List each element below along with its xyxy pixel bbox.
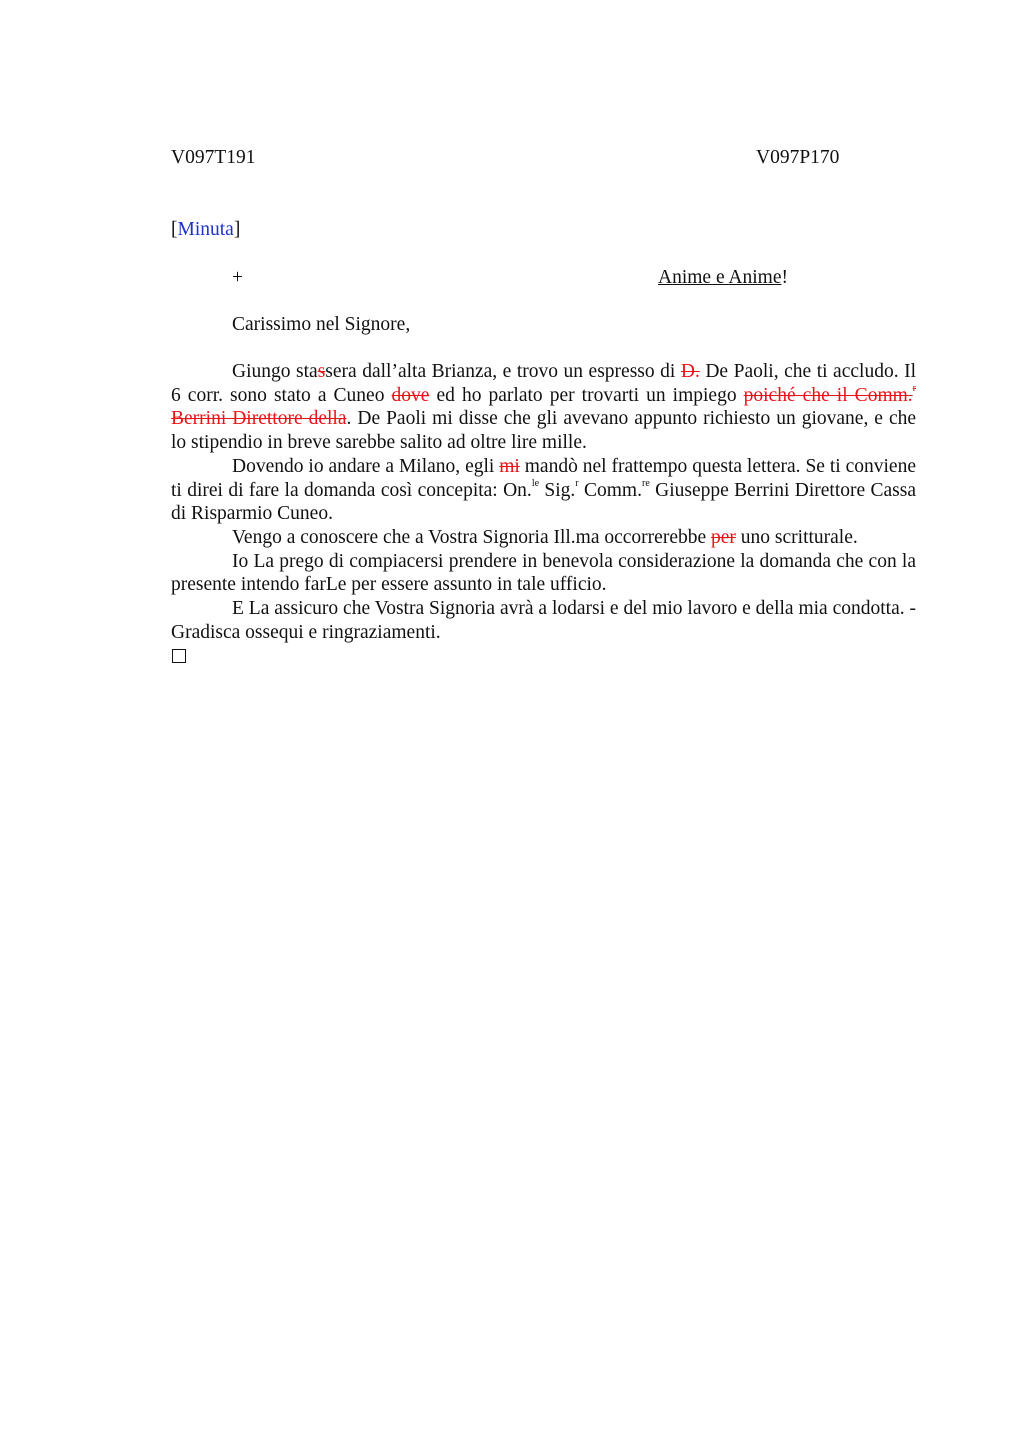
draft-note xyxy=(171,218,240,242)
end-box-icon xyxy=(172,649,186,663)
text-run: Comm. xyxy=(578,479,642,501)
letter-body xyxy=(171,360,916,644)
deleted-text: D. xyxy=(680,361,700,382)
text-run: Sig. xyxy=(539,479,576,501)
deleted-text: poiché che il Comm. xyxy=(743,384,913,406)
text-run: ed ho parlato per trovarti un impiego xyxy=(429,384,744,406)
deleted-superscript: r xyxy=(912,383,916,395)
motto-conjunction: e xyxy=(711,267,729,288)
superscript: r xyxy=(575,478,579,490)
paragraph-1 xyxy=(171,360,916,455)
reference-code-right: V097P170 xyxy=(756,147,840,168)
salutation: Carissimo nel Signore, xyxy=(232,314,411,335)
deleted-text: s xyxy=(317,361,326,382)
motto xyxy=(658,266,788,290)
motto-exclamation: ! xyxy=(781,267,788,288)
open-bracket: [ xyxy=(171,219,178,240)
motto-word-2: Anime xyxy=(728,267,782,288)
text-run: Giuseppe Berrini Direttore Cassa di Risparmio Cuneo. xyxy=(171,479,917,525)
close-bracket: ] xyxy=(233,219,241,240)
paragraph-3 xyxy=(171,526,916,550)
deleted-text: mi xyxy=(499,455,520,477)
text-run: sera dall’alta Brianza, e trovo un espresso di xyxy=(325,361,681,382)
deleted-text: per xyxy=(711,526,736,548)
text-run: . De Paoli mi disse che gli avevano appunto richiesto un giovane, e che lo stipendio in breve sarebbe salito ad oltre lire mille. xyxy=(171,408,917,454)
draft-label: Minuta xyxy=(177,219,234,240)
text-run: Giungo sta xyxy=(232,361,318,382)
cross-symbol: + xyxy=(232,267,243,288)
reference-code-left: V097T191 xyxy=(171,147,256,168)
motto-word-1: Anime xyxy=(658,267,712,288)
paragraph-5: E La assicuro che Vostra Signoria avrà a lodarsi e del mio lavoro e della mia condotta. - Gradisca ossequi e ringraziamenti. xyxy=(171,598,916,643)
superscript: le xyxy=(531,478,540,490)
superscript: re xyxy=(641,478,650,490)
text-run: De Paoli, che ti accludo. Il 6 corr. sono stato a Cuneo xyxy=(171,361,917,406)
paragraph-4: Io La prego di compiacersi prendere in benevola considerazione la domanda che con la presente intendo farLe per essere assunto in tale ufficio. xyxy=(171,550,916,596)
text-run: Dovendo io andare a Milano, egli xyxy=(232,455,500,477)
deleted-text: Berrini Direttore della xyxy=(171,408,347,430)
text-run: uno scritturale. xyxy=(735,526,858,548)
text-run: mandò nel frattempo questa lettera. Se ti conviene ti direi di fare la domanda così concepita: On. xyxy=(171,455,916,501)
text-run: Vengo a conoscere che a Vostra Signoria Ill.ma occorrerebbe xyxy=(232,526,712,548)
paragraph-2 xyxy=(171,455,916,526)
deleted-text: dove xyxy=(391,384,430,406)
